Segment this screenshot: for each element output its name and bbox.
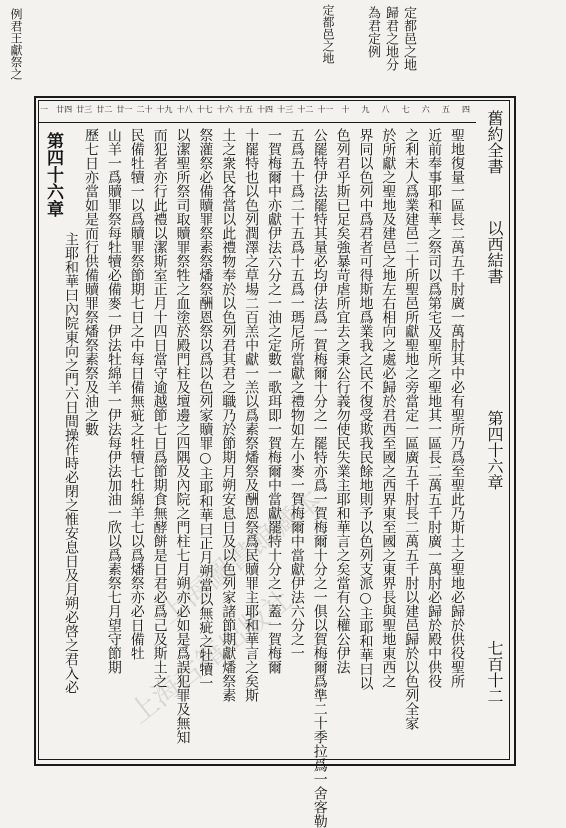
line-number: 十一 bbox=[317, 105, 334, 114]
line-number: 十三 bbox=[277, 105, 294, 114]
chapter-heading: 第四十六章 bbox=[43, 132, 63, 217]
watermark: 上海圖書館藏本 bbox=[153, 483, 328, 630]
text-column: 公罷特伊法罷特其量必均伊法爲一賀梅爾十分之一罷特亦爲一賀梅爾十分之一俱以賀梅爾爲準二十季拉爲一舍客勒 bbox=[311, 128, 328, 828]
margin-note-line: 定都邑之地 bbox=[321, 4, 335, 64]
chapter-text: 主耶和華曰內院東向之門六日間操作時必閉之惟安息日及月朔必啓之君入必 bbox=[63, 232, 79, 694]
text-column: 一賀梅爾中亦獻伊法六分之一油之定數一歌珥即一賀梅爾中當獻罷特十分之一蓋一賀梅爾 bbox=[266, 128, 282, 674]
line-number: 六 bbox=[421, 105, 430, 114]
line-number: 廿四 bbox=[56, 105, 73, 114]
line-number: 廿一 bbox=[116, 105, 133, 114]
margin-note-line: 為君定例 bbox=[365, 6, 380, 58]
text-column: 聖地復量一區長二萬五千肘廣一萬肘其中必有聖所乃爲至聖此乃斯土之聖地必歸於供役聖所 bbox=[449, 128, 465, 688]
chapter-label: 第四十六章 bbox=[485, 410, 504, 490]
text-column: 而犯者亦行此禮以潔斯室正月十四日當守逾越節七日爲節期食無酵餅是日君必爲己及斯土之 bbox=[151, 128, 168, 688]
text-column: 五爲五十爲二十五爲十五爲一瑪尼所當獻之禮物如左小麥一賀梅爾中當獻伊法六分之一 bbox=[288, 128, 305, 660]
watermark: 上海古籍出版社 bbox=[123, 583, 298, 730]
line-number: 十 bbox=[341, 105, 350, 114]
page-number: 七百十二 bbox=[485, 640, 504, 704]
book-name: 以西結書 bbox=[485, 220, 504, 284]
margin-note bbox=[322, 4, 334, 64]
text-column: 之利未人爲業建邑二十所聖邑所獻聖地之旁當定一區廣五千肘長二萬五千肘以建邑歸於以色列全家 bbox=[403, 128, 420, 730]
line-number: 九 bbox=[361, 105, 370, 114]
text-column: 色列君乎斯已足矣強暴苛虐所宜去之秉公行義勿使民失業主耶和華言之矣當有公權公伊法 bbox=[334, 128, 351, 674]
text-column: 祭灌祭必備贖罪祭素祭燔祭酬恩祭以爲以色列家贖罪○主耶和華曰正月朔當以無疵之牡犢一 bbox=[197, 128, 214, 690]
book-title: 舊約全書 bbox=[485, 110, 504, 174]
text-column: 歷七日亦當如是而行供備贖罪祭燔祭素祭及油之數 bbox=[83, 128, 99, 436]
text-column: 界同以色列中爲君者可得斯地爲業我之民不復受欺我民餘地則予以色列支派○主耶和華曰以 bbox=[357, 128, 374, 690]
margin-note-line: 定都邑之地 bbox=[401, 6, 416, 71]
text-column: 山羊一爲贖罪祭每牡犢必備麥一伊法牡綿羊一伊法每伊法加油一欣以爲素祭七月望守節期 bbox=[105, 128, 122, 674]
margin-note-left: 例君王獻祭之 bbox=[9, 8, 23, 80]
line-number: 廿二 bbox=[96, 105, 113, 114]
line-number: 廿三 bbox=[76, 105, 93, 114]
line-number: 十六 bbox=[216, 105, 233, 114]
text-column: 近前奉事耶和華之祭司以爲第宅及聖所之聖地其一區長二萬五千肘廣一萬肘必歸於殿中供役 bbox=[426, 128, 443, 688]
margin-note-line: 歸君之地分 bbox=[383, 6, 398, 71]
line-number: 二十 bbox=[136, 105, 153, 114]
text-column: 民備牡犢一以爲贖罪祭節期七日之中每日備無疵之牡犢七牡綿羊七以爲燔祭亦必日備牡 bbox=[128, 128, 145, 660]
line-number: 七 bbox=[401, 105, 410, 114]
line-number: 五 bbox=[441, 105, 450, 114]
line-number: 十二 bbox=[297, 105, 314, 114]
line-number: 一 bbox=[40, 105, 48, 114]
line-number: 十九 bbox=[156, 105, 173, 114]
line-number: 四 bbox=[462, 105, 470, 114]
line-number: 十四 bbox=[257, 105, 274, 114]
text-column: 於所獻之聖地及建邑之地左右相向之處必歸於君西至國之西界東至國之東界長與聖地東西之 bbox=[380, 128, 397, 688]
line-number: 十八 bbox=[176, 105, 193, 114]
line-number: 十七 bbox=[196, 105, 213, 114]
line-number: 八 bbox=[381, 105, 390, 114]
text-column: 以潔聖所祭司取贖罪祭牲之血塗於殿門柱及壇邊之四隅及內院之門柱七月朔亦必如是爲誤犯罪及無知 bbox=[174, 128, 191, 744]
text-column: 十罷特也以色列潤澤之草場二百羔中獻一羔以爲素祭燔祭及酬恩祭爲民贖罪主耶和華言之矣斯 bbox=[243, 128, 260, 702]
line-number: 十五 bbox=[236, 105, 253, 114]
text-column: 土之衆民各當以此禮物奉於以色列君其君之職乃於節期月朔安息日及以色列家諸節期獻燔祭素 bbox=[220, 128, 237, 702]
